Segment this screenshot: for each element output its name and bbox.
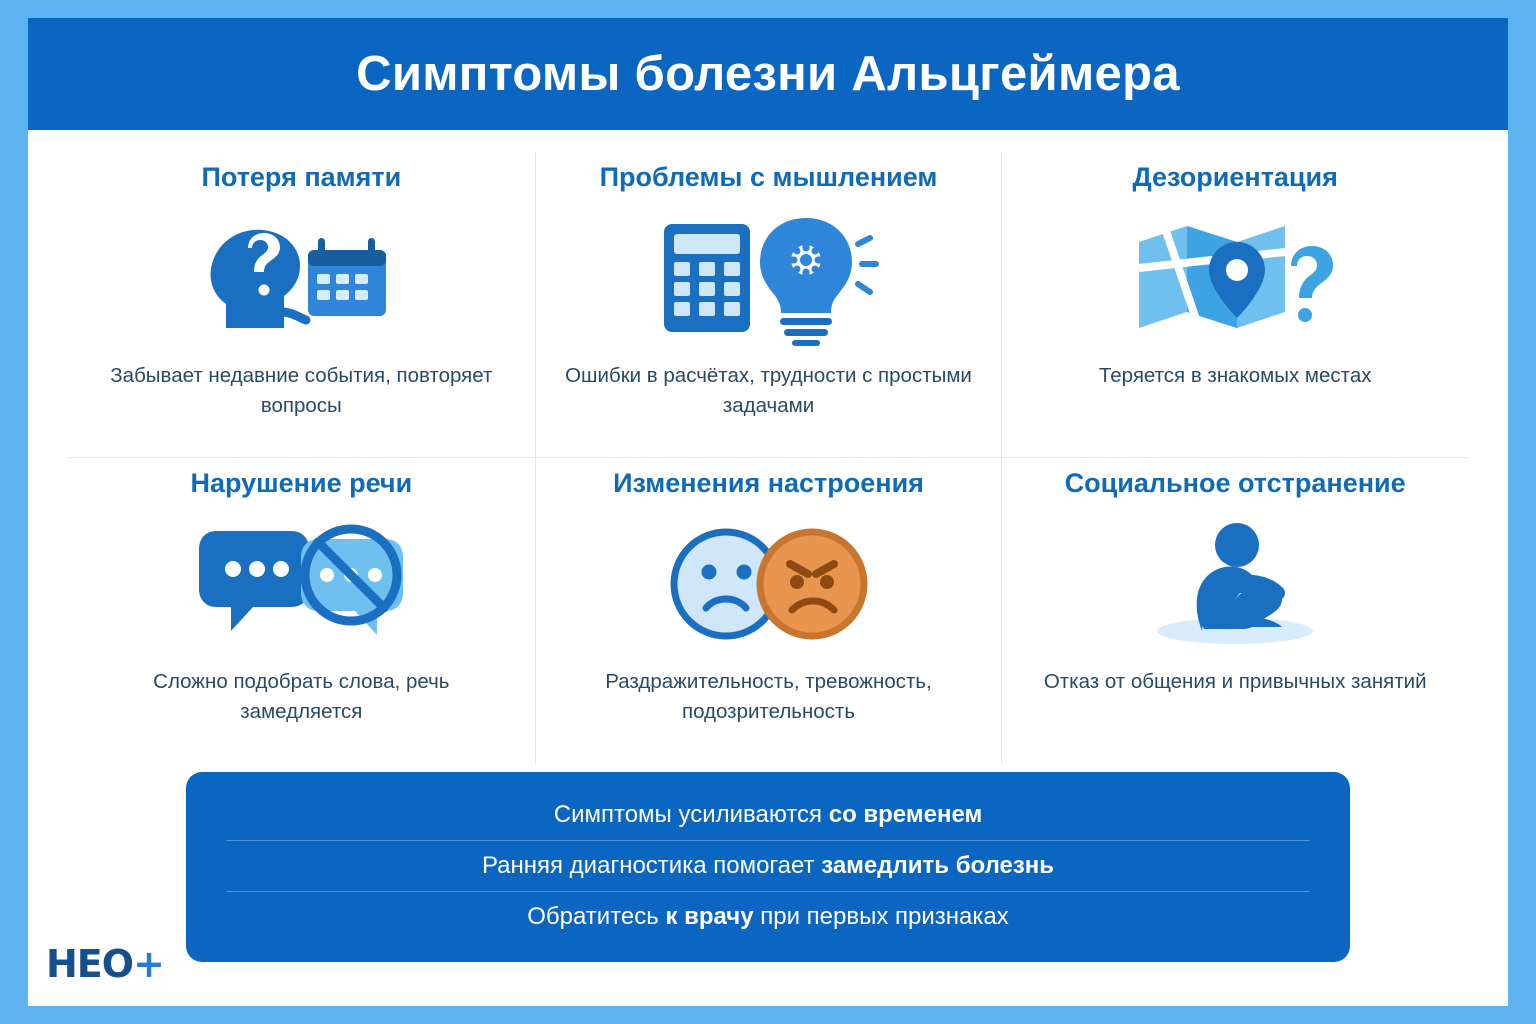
key-message-line <box>226 891 1310 942</box>
symptom-description: Сложно подобрать слова, речь замедляется <box>153 670 450 723</box>
head-question-calendar-icon <box>196 203 406 353</box>
page-title: Симптомы болезни Альцгеймера <box>356 47 1180 101</box>
key-message-line <box>226 840 1310 891</box>
symptom-card-thinking-problems <box>535 152 1002 457</box>
symptom-row-top <box>68 152 1468 458</box>
logo-text: НЕО <box>46 942 134 986</box>
symptom-title: Социальное отстранение <box>1064 468 1406 498</box>
symptom-title: Нарушение речи <box>190 468 413 498</box>
key-message-line <box>226 790 1310 840</box>
key-messages-box <box>186 772 1350 962</box>
symptom-title: Изменения настроения <box>613 468 924 498</box>
symptom-grid <box>28 130 1508 1006</box>
symptom-description: Ошибки в расчётах, трудности с простыми задачами <box>565 364 972 417</box>
speech-bubbles-blocked-icon <box>191 509 411 659</box>
symptom-card-memory-loss <box>68 152 535 457</box>
symptom-description: Отказ от общения и привычных занятий <box>1043 670 1427 693</box>
key-message-emphasis: со временем <box>828 801 983 828</box>
symptom-card-social-withdrawal <box>1001 458 1468 764</box>
symptom-card-mood-changes <box>535 458 1002 764</box>
sad-angry-faces-icon <box>664 509 874 659</box>
key-message-text: Обратитесь <box>527 903 666 930</box>
symptom-card-disorientation <box>1001 152 1468 457</box>
symptom-description: Теряется в знакомых местах <box>1098 364 1372 387</box>
key-message-emphasis: к врачу <box>665 903 754 930</box>
sitting-person-alone-icon <box>1130 509 1340 659</box>
symptom-title: Потеря памяти <box>201 162 402 192</box>
symptom-row-bottom <box>68 458 1468 764</box>
key-message-text: Симптомы усиливаются <box>553 801 829 828</box>
calculator-lightbulb-icon <box>654 203 884 353</box>
key-message-emphasis: замедлить болезнь <box>821 852 1055 879</box>
infographic-poster <box>28 18 1508 1006</box>
poster-header <box>28 18 1508 130</box>
symptom-title: Проблемы с мышлением <box>599 162 938 192</box>
key-message-text-after: при первых признаках <box>753 903 1009 930</box>
brand-logo <box>46 942 164 986</box>
logo-plus: + <box>133 942 164 986</box>
key-message-text: Ранняя диагностика помогает <box>481 852 822 879</box>
map-pin-question-icon <box>1125 203 1345 353</box>
symptom-description: Забывает недавние события, повторяет вопросы <box>110 364 493 417</box>
symptom-card-speech-impairment <box>68 458 535 764</box>
symptom-title: Дезориентация <box>1132 162 1338 192</box>
symptom-description: Раздражительность, тревожность, подозрительность <box>605 670 932 723</box>
